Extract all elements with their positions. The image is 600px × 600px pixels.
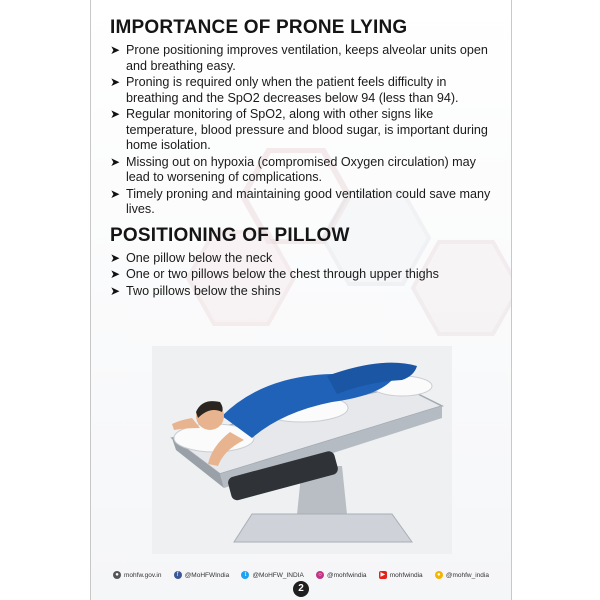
footer-link-text: @mohfw_india	[445, 571, 489, 579]
footer-koo-link[interactable]	[435, 571, 489, 579]
instagram-icon: ○	[316, 571, 324, 579]
list-item-text: Regular monitoring of SpO2, along with other signs like temperature, blood pressure and blood sugar, is important during home isolation.	[126, 107, 488, 152]
prone-patient-illustration	[152, 346, 452, 554]
footer-link-text: @mohfwindia	[327, 571, 367, 579]
section-title-pillow-positioning: POSITIONING OF PILLOW	[110, 224, 350, 246]
list-item	[110, 75, 500, 106]
arrow-bullet-icon: ➤	[110, 250, 121, 265]
globe-icon: ●	[113, 571, 121, 579]
twitter-icon: t	[241, 571, 249, 579]
arrow-bullet-icon: ➤	[110, 43, 121, 57]
list-item	[110, 187, 500, 218]
section-title-prone-lying: IMPORTANCE OF PRONE LYING	[110, 17, 408, 38]
list-item	[110, 155, 500, 186]
list-item-text: One pillow below the neck	[126, 250, 273, 265]
bed-base	[234, 514, 412, 542]
facebook-icon: f	[174, 571, 182, 579]
arrow-bullet-icon: ➤	[110, 283, 121, 298]
list-item-text: Prone positioning improves ventilation, keeps alveolar units open and breathing easy.	[126, 43, 488, 73]
arrow-bullet-icon: ➤	[110, 267, 121, 281]
footer-facebook-link[interactable]	[174, 571, 230, 579]
footer-website-link[interactable]	[113, 571, 161, 579]
footer-twitter-link[interactable]	[241, 571, 303, 579]
list-item-text: Timely proning and maintaining good ventilation could save many lives.	[126, 186, 491, 216]
footer-link-text: mohfw.gov.in	[124, 571, 162, 579]
content-area	[110, 10, 500, 300]
list-item	[110, 251, 500, 267]
list-item-text: Proning is required only when the patient feels difficulty in breathing and the SpO2 decreases below 94 (less than 94).	[126, 75, 459, 105]
page-number-badge: 2	[293, 581, 309, 597]
document-page	[90, 0, 512, 600]
footer-link-text: @MoHFW_INDIA	[252, 571, 304, 579]
list-item-text: Missing out on hypoxia (compromised Oxygen circulation) may lead to worsening of complications.	[126, 154, 476, 184]
list-item	[110, 267, 500, 283]
list-item	[110, 43, 500, 74]
prone-lying-list	[110, 43, 500, 218]
list-item	[110, 107, 500, 154]
footer-link-text: @MoHFWIndia	[184, 571, 230, 579]
footer-youtube-link[interactable]	[379, 571, 423, 579]
arrow-bullet-icon: ➤	[110, 107, 121, 121]
arrow-bullet-icon: ➤	[110, 75, 121, 89]
list-item	[110, 284, 500, 300]
koo-icon: ●	[435, 571, 443, 579]
list-item-text: One or two pillows below the chest through upper thighs	[126, 267, 439, 281]
arrow-bullet-icon: ➤	[110, 186, 121, 201]
arrow-bullet-icon: ➤	[110, 154, 121, 169]
pillow-positioning-list	[110, 251, 500, 300]
footer-instagram-link[interactable]	[316, 571, 366, 579]
list-item-text: Two pillows below the shins	[126, 283, 281, 298]
youtube-icon: ▶	[380, 572, 386, 578]
footer-link-text: mohfwindia	[389, 571, 423, 579]
